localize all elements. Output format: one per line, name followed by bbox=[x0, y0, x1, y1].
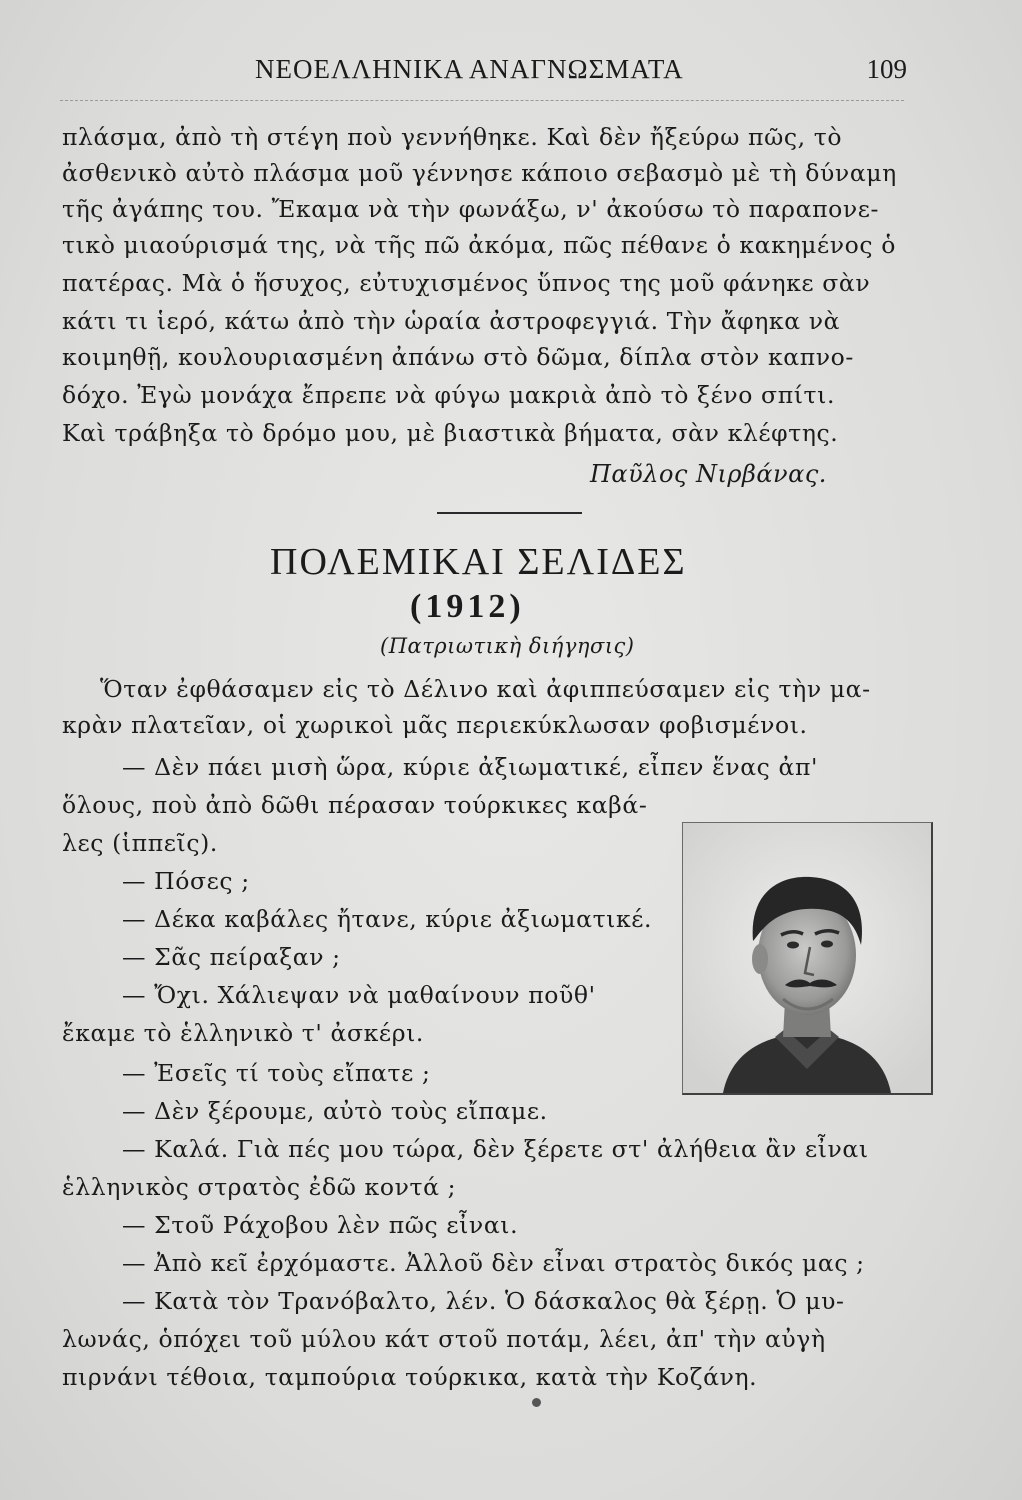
page-number: 109 bbox=[866, 54, 907, 84]
section-title: ΠΟΛΕΜΙΚΑΙ ΣΕΛΙΔΕΣ bbox=[270, 541, 687, 583]
text-line: κοιμηθῇ, κουλουριασμένη ἀπάνω στὸ δῶμα, δίπλα στὸν καπνο- bbox=[62, 343, 854, 371]
text-line: — Στοῦ Ράχοβου λὲν πῶς εἶναι. bbox=[122, 1211, 519, 1239]
section-divider bbox=[437, 512, 582, 514]
text-line: ἔκαμε τὸ ἑλληνικὸ τ' ἀσκέρι. bbox=[62, 1019, 424, 1047]
text-line: — Ἀπὸ κεῖ ἐρχόμαστε. Ἀλλοῦ δὲν εἶναι στρατὸς δικός μας ; bbox=[122, 1249, 865, 1277]
text-line: — Πόσες ; bbox=[122, 867, 250, 895]
portrait-frame bbox=[682, 822, 933, 1095]
text-line: — Ἐσεῖς τί τοὺς εἴπατε ; bbox=[122, 1059, 431, 1087]
author-signature: Παῦλος Νιρβάνας. bbox=[590, 460, 827, 488]
text-line: τῆς ἀγάπης του. Ἔκαμα νὰ τὴν φωνάξω, ν' ἀκούσω τὸ παραπονε- bbox=[62, 195, 880, 223]
text-line: ἀσθενικὸ αὐτὸ πλάσμα μοῦ γέννησε κάποιο σεβασμὸ μὲ τὴ δύναμη bbox=[62, 159, 897, 187]
text-line: ὅλους, ποὺ ἀπὸ δῶθι πέρασαν τούρκικες καβά- bbox=[62, 791, 648, 819]
text-line: — Δέκα καβάλες ἤτανε, κύριε ἀξιωματικέ. bbox=[122, 905, 653, 933]
text-line: πατέρας. Μὰ ὁ ἥσυχος, εὐτυχισμένος ὕπνος της μοῦ φάνηκε σὰν bbox=[62, 269, 871, 297]
text-line: κάτι τι ἱερό, κάτω ἀπὸ τὴν ὡραία ἀστροφεγγιά. Τὴν ἄφηκα νὰ bbox=[62, 307, 841, 335]
text-line: ἑλληνικὸς στρατὸς ἐδῶ κοντά ; bbox=[62, 1173, 457, 1201]
header-rule bbox=[60, 100, 904, 101]
text-line: Καὶ τράβηξα τὸ δρόμο μου, μὲ βιαστικὰ βήματα, σὰν κλέφτης. bbox=[62, 419, 839, 447]
section-subtitle: (Πατριωτικὴ διήγησις) bbox=[380, 634, 635, 658]
text-line: — Καλά. Γιὰ πές μου τώρα, δὲν ξέρετε στ' ἀλήθεια ἂν εἶναι bbox=[122, 1135, 869, 1163]
text-line: — Ὄχι. Χάλιεψαν νὰ μαθαίνουν ποῦθ' bbox=[122, 981, 596, 1009]
text-line: λωνάς, ὁπόχει τοῦ μύλου κάτ στοῦ ποτάμ, λέει, ἀπ' τὴν αὐγὴ bbox=[62, 1325, 826, 1353]
text-line: πλάσμα, ἀπὸ τὴ στέγη ποὺ γεννήθηκε. Καὶ δὲν ἤξεύρω πῶς, τὸ bbox=[62, 123, 843, 151]
text-line: λες (ἱππεῖς). bbox=[62, 829, 218, 857]
text-line: — Κατὰ τὸν Τρανόβαλτο, λέν. Ὁ δάσκαλος θὰ ξέρῃ. Ὁ μυ- bbox=[122, 1287, 845, 1315]
portrait-photo bbox=[683, 823, 931, 1093]
section-year: (1912) bbox=[410, 588, 525, 625]
text-line: πιρνάνι τέθοια, ταμπούρια τούρκικα, κατὰ τὴν Κοζάνη. bbox=[62, 1363, 758, 1391]
text-line: Ὅταν ἐφθάσαμεν εἰς τὸ Δέλινο καὶ ἀφιππεύσαμεν εἰς τὴν μα- bbox=[100, 675, 871, 703]
text-line: δόχο. Ἐγὼ μονάχα ἔπρεπε νὰ φύγω μακριὰ ἀπὸ τὸ ξένο σπίτι. bbox=[62, 381, 836, 409]
text-line: κρὰν πλατεῖαν, οἱ χωρικοὶ μᾶς περιεκύκλωσαν φοβισμένοι. bbox=[62, 711, 808, 739]
text-line: — Δὲν πάει μισὴ ὥρα, κύριε ἀξιωματικέ, εἶπεν ἕνας ἀπ' bbox=[122, 753, 819, 781]
text-line: τικὸ μιαούρισμά της, νὰ τῆς πῶ ἀκόμα, πῶς πέθανε ὁ κακημένος ὁ bbox=[62, 231, 896, 259]
text-line: — Δὲν ξέρουμε, αὐτὸ τοὺς εἴπαμε. bbox=[122, 1097, 548, 1125]
running-header bbox=[60, 52, 907, 92]
text-line: — Σᾶς πείραξαν ; bbox=[122, 943, 341, 971]
ink-dot bbox=[532, 1398, 541, 1407]
running-title: ΝΕΟΕΛΛΗΝΙΚΑ ΑΝΑΓΝΩΣΜΑΤΑ bbox=[255, 54, 684, 84]
